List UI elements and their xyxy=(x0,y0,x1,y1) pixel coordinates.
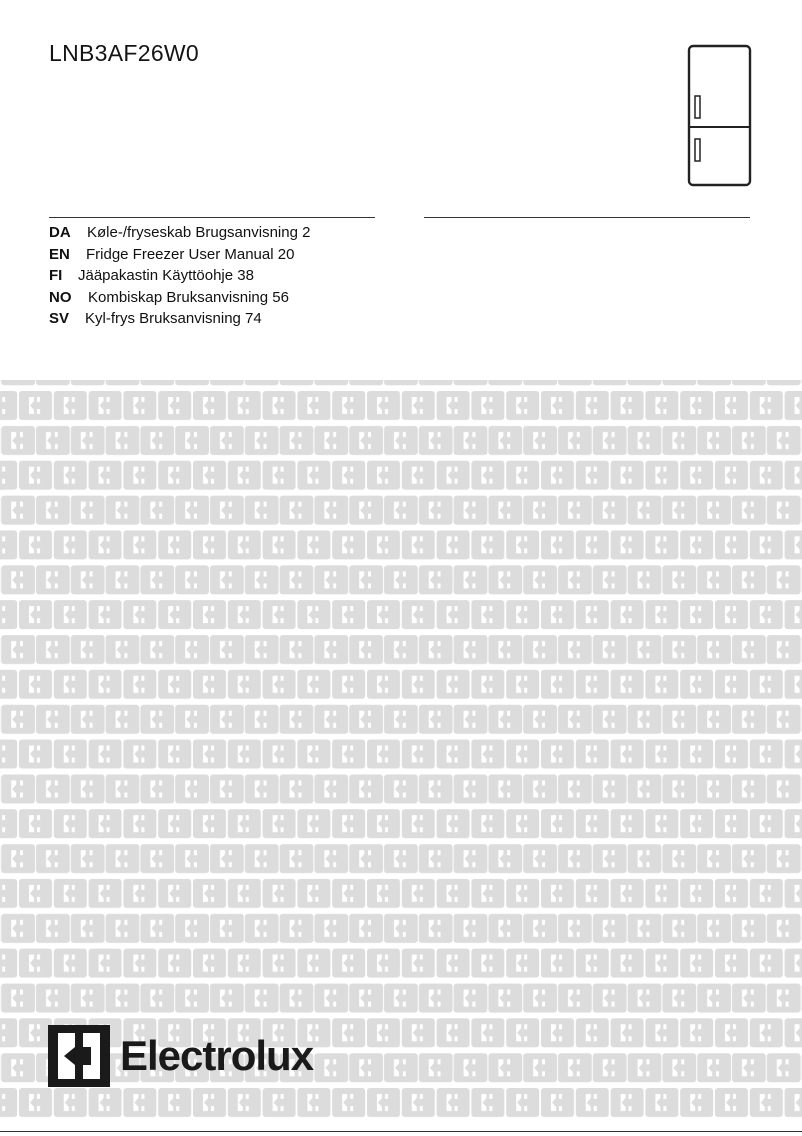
language-item-no xyxy=(49,287,310,309)
language-item-en xyxy=(49,244,310,266)
language-title: Kombiskap Bruksanvisning 56 xyxy=(88,288,289,306)
language-code: EN xyxy=(49,245,70,263)
language-title: Kyl-frys Bruksanvisning 74 xyxy=(85,310,262,328)
language-code: SV xyxy=(49,310,70,328)
language-title: Jääpakastin Käyttöohje 38 xyxy=(78,267,254,285)
electrolux-pattern xyxy=(0,380,802,1120)
language-list xyxy=(49,222,310,330)
language-code: FI xyxy=(49,267,63,285)
language-title: Fridge Freezer User Manual 20 xyxy=(86,245,295,263)
language-item-fi xyxy=(49,265,310,287)
language-code: NO xyxy=(49,288,72,306)
bottom-rule xyxy=(0,1131,802,1132)
language-title: Køle-/fryseskab Brugsanvisning 2 xyxy=(87,224,311,241)
electrolux-logo-icon xyxy=(48,1025,110,1087)
language-item-da xyxy=(49,222,310,244)
language-item-sv xyxy=(49,308,310,330)
model-number: LNB3AF26W0 xyxy=(49,40,200,66)
divider-left xyxy=(49,217,375,218)
divider-right xyxy=(424,217,750,218)
language-code: DA xyxy=(49,224,71,241)
fridge-freezer-icon xyxy=(687,44,753,188)
brand-name: Electrolux xyxy=(120,1032,314,1079)
